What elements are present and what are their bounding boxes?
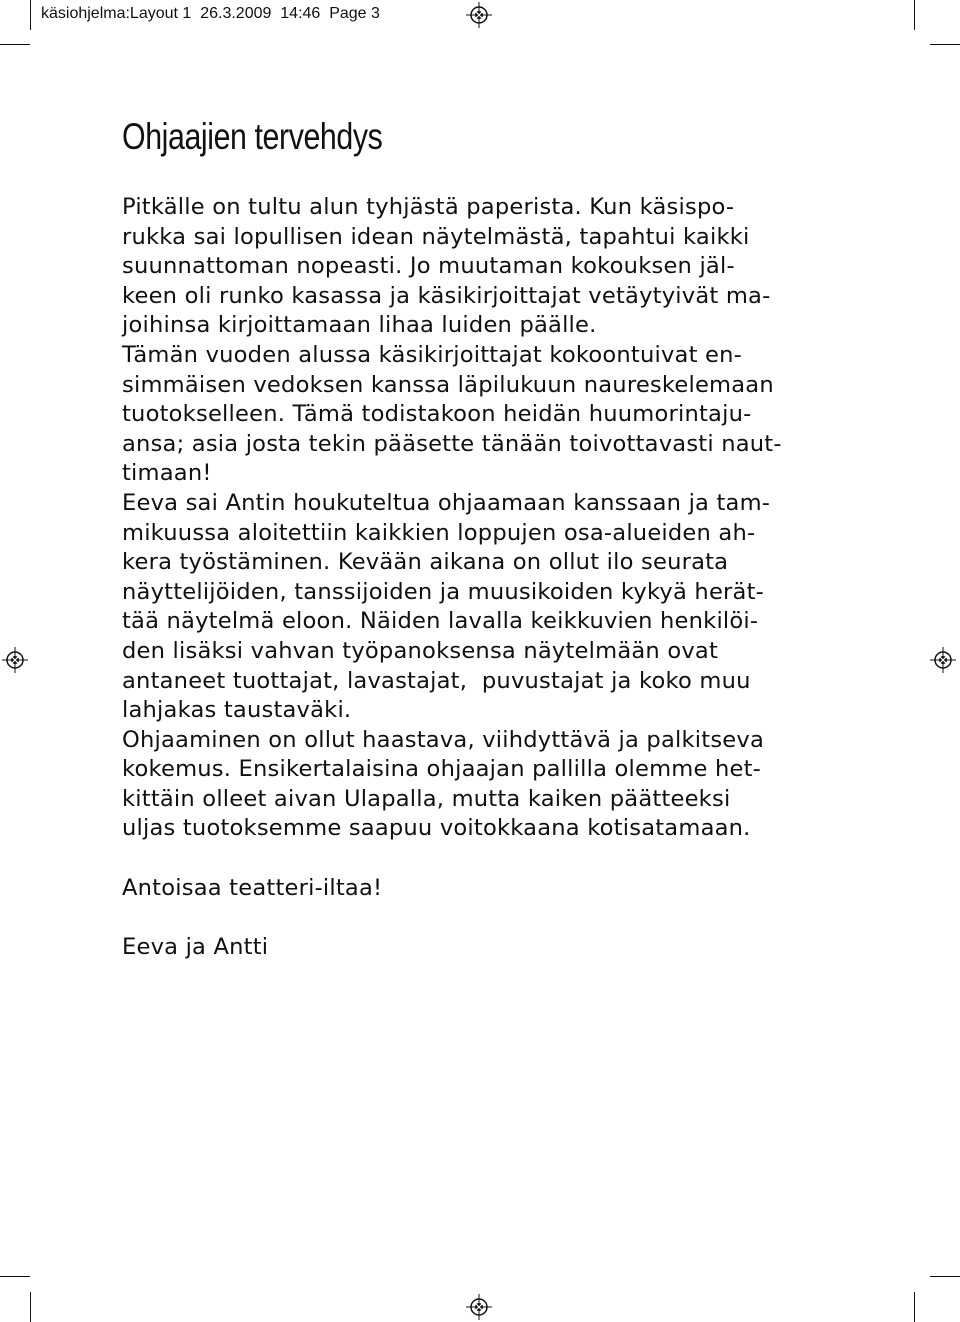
crop-mark-icon <box>914 1292 915 1322</box>
body-line: kittäin olleet aivan Ulapalla, mutta kaiken päätteeksi <box>122 785 731 812</box>
signature: Eeva ja Antti <box>122 933 269 960</box>
body-line: näyttelijöiden, tanssijoiden ja muusikoiden kykyä herät- <box>122 578 764 605</box>
crop-mark-icon <box>0 44 30 45</box>
crop-mark-icon <box>30 0 31 30</box>
body-line: tää näytelmä eloon. Näiden lavalla keikkuvien henkilöi- <box>122 608 759 635</box>
body-line: Pitkälle on tultu alun tyhjästä paperista. Kun käsispo- <box>122 194 735 220</box>
body-line: suunnattoman nopeasti. Jo muutaman kokouksen jäl- <box>122 253 735 280</box>
registration-mark-icon <box>930 647 956 673</box>
registration-mark-icon <box>2 647 28 673</box>
body-line: antaneet tuottajat, lavastajat, puvustajat ja koko muu <box>122 667 751 694</box>
body-line: ansa; asia josta tekin pääsette tänään toivottavasti naut- <box>122 430 782 457</box>
paragraph-gap <box>122 903 852 933</box>
registration-mark-icon <box>466 2 492 28</box>
closing-line: Antoisaa teatteri-iltaa! <box>122 874 383 901</box>
body-line: Eeva sai Antin houkuteltua ohjaamaan kanssaan ja tam- <box>122 489 771 516</box>
crop-mark-icon <box>0 1276 30 1277</box>
crop-mark-icon <box>914 0 915 30</box>
body-line: keen oli runko kasassa ja käsikirjoittajat vetäytyivät ma- <box>122 282 771 309</box>
body-line: Ohjaaminen on ollut haastava, viihdyttävä ja palkitseva <box>122 726 765 753</box>
body-line: tuotokselleen. Tämä todistakoon heidän huumorintaju- <box>122 401 752 428</box>
body-line: timaan! <box>122 460 212 487</box>
body-line: kokemus. Ensikertalaisina ohjaajan pallilla olemme het- <box>122 756 762 783</box>
body-line: kera työstäminen. Kevään aikana on ollut ilo seurata <box>122 549 729 576</box>
registration-mark-icon <box>466 1294 492 1320</box>
crop-mark-icon <box>930 1276 960 1277</box>
body-line: rukka sai lopullisen idean näytelmästä, tapahtui kaikki <box>122 223 750 250</box>
crop-mark-icon <box>30 1292 31 1322</box>
body-line: den lisäksi vahvan työpanoksensa näytelmään ovat <box>122 637 719 664</box>
body-line: simmäisen vedoksen kanssa läpilukuun naureskelemaan <box>122 371 774 398</box>
body-line: uljas tuotoksemme saapuu voitokkaana kotisatamaan. <box>122 815 751 842</box>
body-line: lahjakas taustaväki. <box>122 697 352 724</box>
printer-slug: käsiohjelma:Layout 1 26.3.2009 14:46 Page 3 <box>41 5 380 22</box>
page-title: Ohjaajien tervehdys <box>122 116 383 157</box>
crop-mark-icon <box>930 44 960 45</box>
body-line: joihinsa kirjoittamaan lihaa luiden päälle. <box>122 312 597 339</box>
body-line: Tämän vuoden alussa käsikirjoittajat kokoontuivat en- <box>122 341 743 368</box>
paragraph-gap <box>122 844 852 874</box>
body-line: mikuussa aloitettiin kaikkien loppujen osa-alueiden ah- <box>122 519 756 546</box>
body-text <box>122 193 852 962</box>
